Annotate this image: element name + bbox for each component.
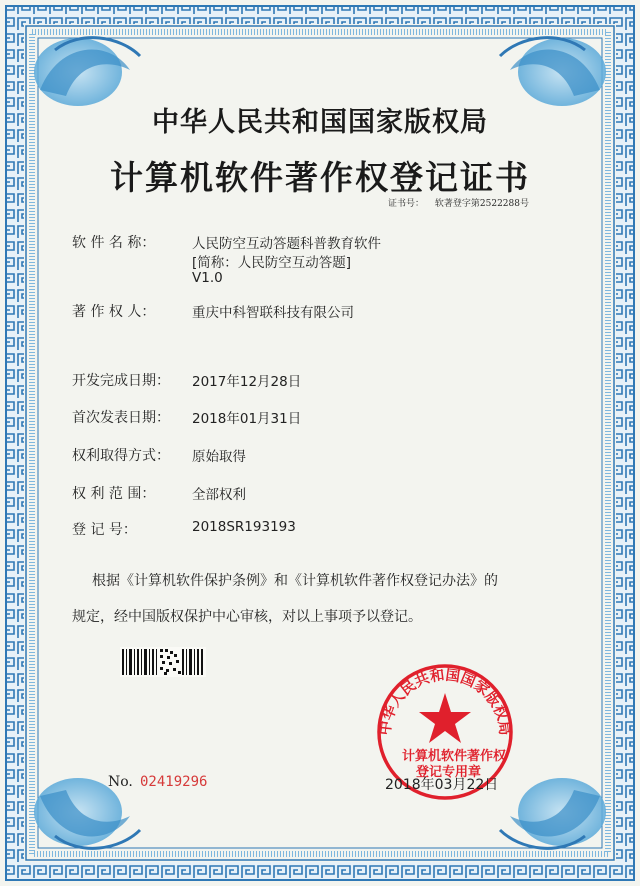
corner-ornament-top-left-icon bbox=[34, 38, 140, 106]
software-short-name: [简称：人民防空互动答题] bbox=[192, 255, 352, 271]
barcode-icon bbox=[120, 647, 206, 677]
scope-value: 全部权利 bbox=[192, 487, 246, 503]
register-number-label: 登 记 号： bbox=[72, 522, 137, 538]
authority-title: 中华人民共和国国家版权局 bbox=[152, 107, 488, 138]
scope-label: 权 利 范 围： bbox=[72, 486, 156, 502]
publish-date: 2018年01月31日 bbox=[192, 411, 302, 427]
owner-label: 著 作 权 人： bbox=[72, 304, 156, 320]
owner-value: 重庆中科智联科技有限公司 bbox=[192, 305, 354, 321]
publish-date-label: 首次发表日期： bbox=[72, 410, 170, 426]
software-version: V1.0 bbox=[192, 270, 223, 286]
serial-number: 02419296 bbox=[140, 774, 208, 790]
seal-line-1: 计算机软件著作权 bbox=[402, 749, 507, 764]
certificate-number-value: 软著登字第2522288号 bbox=[434, 199, 529, 209]
register-number: 2018SR193193 bbox=[192, 519, 296, 535]
completion-date-label: 开发完成日期： bbox=[72, 373, 170, 389]
statement-line-2: 规定，经中国版权保护中心审核，对以上事项予以登记。 bbox=[72, 609, 422, 625]
software-name-label: 软 件 名 称： bbox=[72, 235, 156, 251]
certificate-title: 计算机软件著作权登记证书 bbox=[110, 158, 530, 197]
acquire-method: 原始取得 bbox=[192, 449, 246, 465]
software-name: 人民防空互动答题科普教育软件 bbox=[192, 236, 381, 252]
completion-date: 2017年12月28日 bbox=[192, 374, 302, 390]
statement-line-1: 根据《计算机软件保护条例》和《计算机软件著作权登记办法》的 bbox=[92, 573, 498, 589]
certificate-number-label: 证书号： bbox=[388, 199, 425, 209]
issue-date: 2018年03月22日 bbox=[385, 777, 499, 793]
serial-label: No. bbox=[108, 774, 133, 790]
corner-ornament-top-right-icon bbox=[500, 38, 606, 106]
seal-line-2: 登记专用章 bbox=[416, 765, 482, 780]
acquire-method-label: 权利取得方式： bbox=[72, 448, 170, 464]
certificate-number bbox=[388, 196, 529, 209]
seal-arc-text: 中华人民共和国国家版权局 bbox=[377, 667, 513, 737]
